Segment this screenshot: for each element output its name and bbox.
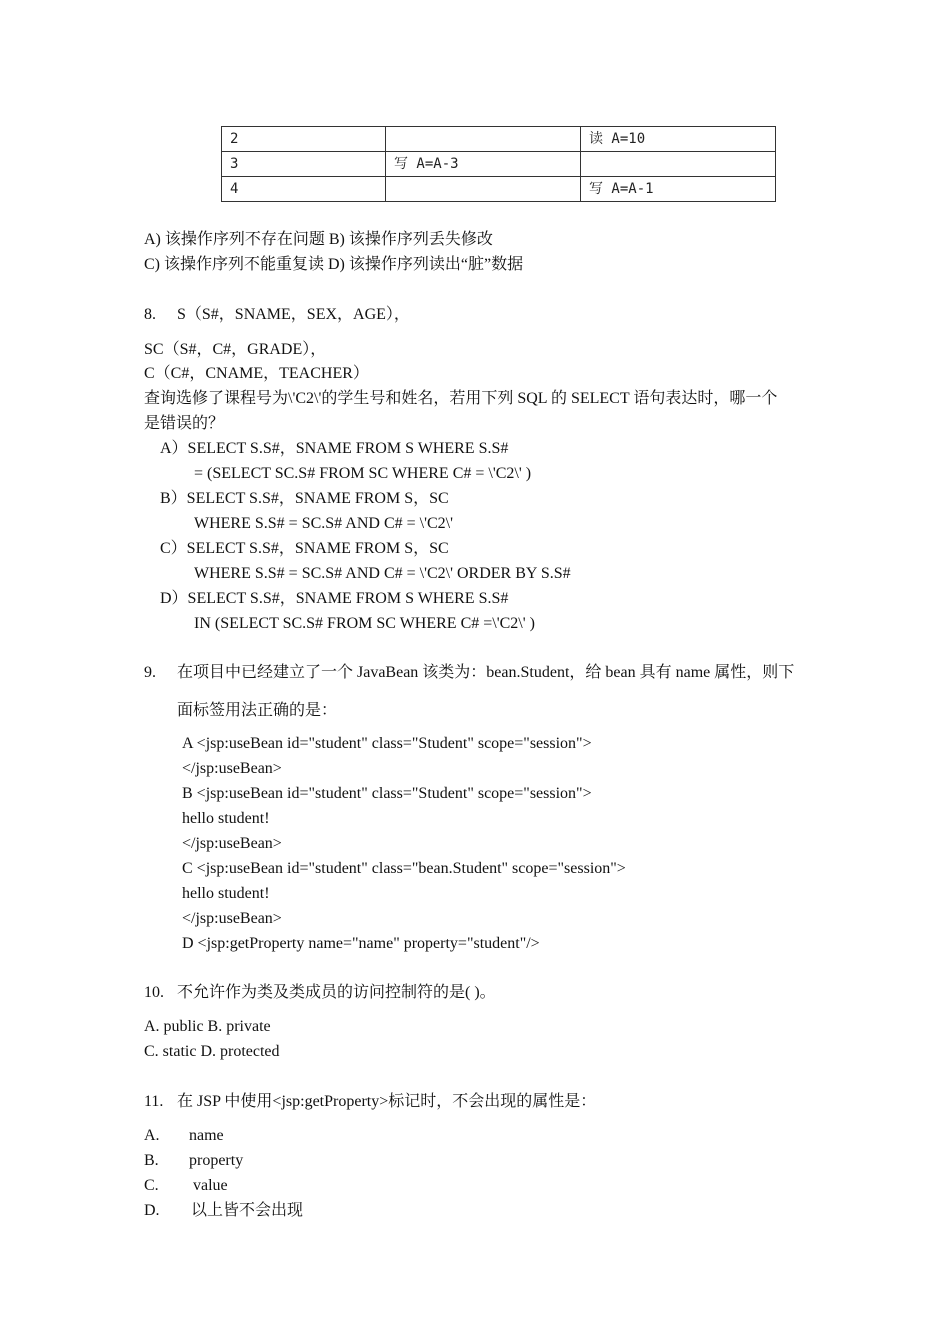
table-cell-step: 3 [222, 152, 386, 177]
q9-option-line: </jsp:useBean> [182, 835, 282, 852]
q7-option-line: A) 该操作序列不存在问题 B) 该操作序列丢失修改 [144, 231, 493, 248]
q8-stem-line: S（S#，SNAME，SEX，AGE）， [177, 306, 410, 323]
operation-sequence-table [221, 126, 776, 202]
q11-option-text: name [189, 1127, 224, 1144]
q11-option-text: value [193, 1177, 228, 1194]
q9-option-line: C <jsp:useBean id="student" class="bean.Student" scope="session"> [182, 860, 626, 877]
q11-option-text: 以上皆不会出现 [191, 1202, 304, 1219]
q11-stem: 在 JSP 中使用<jsp:getProperty>标记时，不会出现的属性是： [177, 1093, 597, 1110]
table-cell-step: 4 [222, 177, 386, 202]
table-cell-t1 [386, 127, 581, 152]
q8-number: 8. [144, 306, 156, 323]
q8-option-line: WHERE S.S# = SC.S# AND C# = \'C2\' [194, 515, 453, 532]
table-row [222, 127, 776, 152]
q8-stem-line: C（C#，CNAME，TEACHER） [144, 365, 369, 382]
q8-option-line: WHERE S.S# = SC.S# AND C# = \'C2\' ORDER BY S.S# [194, 565, 571, 582]
q9-option-line: </jsp:useBean> [182, 910, 282, 927]
q9-option-line: D <jsp:getProperty name="name" property="student"/> [182, 935, 540, 952]
q11-option-letter: A. [144, 1127, 160, 1144]
q8-option-line: D）SELECT S.S#，SNAME FROM S WHERE S.S# [160, 590, 509, 607]
q9-option-line: hello student! [182, 885, 270, 902]
q8-option-line: C）SELECT S.S#，SNAME FROM S，SC [160, 540, 449, 557]
table-cell-t2: 写 A=A-1 [581, 177, 776, 202]
q10-option-line: A. public B. private [144, 1018, 271, 1035]
q11-option-letter: B. [144, 1152, 159, 1169]
table-cell-t1 [386, 177, 581, 202]
q8-option-line: A）SELECT S.S#，SNAME FROM S WHERE S.S# [160, 440, 509, 457]
q8-stem-line: SC（S#，C#，GRADE）， [144, 341, 327, 358]
q11-option-text: property [189, 1152, 244, 1169]
table-row [222, 177, 776, 202]
q9-stem-line: 在项目中已经建立了一个 JavaBean 该类为：bean.Student，给 bean 具有 name 属性，则下 [177, 664, 795, 681]
q9-option-line: A <jsp:useBean id="student" class="Student" scope="session"> [182, 735, 592, 752]
q8-option-line: B）SELECT S.S#，SNAME FROM S，SC [160, 490, 449, 507]
q9-number: 9. [144, 664, 156, 681]
table-cell-step: 2 [222, 127, 386, 152]
q7-option-line: C) 该操作序列不能重复读 D) 该操作序列读出“脏”数据 [144, 256, 524, 273]
q10-number: 10. [144, 984, 164, 1001]
q8-option-line: = (SELECT SC.S# FROM SC WHERE C# = \'C2\' ) [194, 465, 532, 482]
table-row [222, 152, 776, 177]
table-cell-t2: 读 A=10 [581, 127, 776, 152]
q9-option-line: B <jsp:useBean id="student" class="Student" scope="session"> [182, 785, 592, 802]
table-cell-t2 [581, 152, 776, 177]
q9-option-line: </jsp:useBean> [182, 760, 282, 777]
q8-stem-line: 是错误的？ [144, 415, 225, 432]
q11-option-letter: C. [144, 1177, 159, 1194]
q10-option-line: C. static D. protected [144, 1043, 280, 1060]
q8-option-line: IN (SELECT SC.S# FROM SC WHERE C# =\'C2\' ) [194, 615, 535, 632]
q11-option-letter: D. [144, 1202, 160, 1219]
q9-option-line: hello student! [182, 810, 270, 827]
q9-stem-line: 面标签用法正确的是： [177, 702, 338, 719]
q11-number: 11. [144, 1093, 164, 1110]
q8-stem-line: 查询选修了课程号为\'C2\'的学生号和姓名，若用下列 SQL 的 SELECT 语句表达时，哪一个 [144, 390, 778, 407]
table-cell-t1: 写 A=A-3 [386, 152, 581, 177]
q10-stem: 不允许作为类及类成员的访问控制符的是( )。 [177, 984, 496, 1001]
